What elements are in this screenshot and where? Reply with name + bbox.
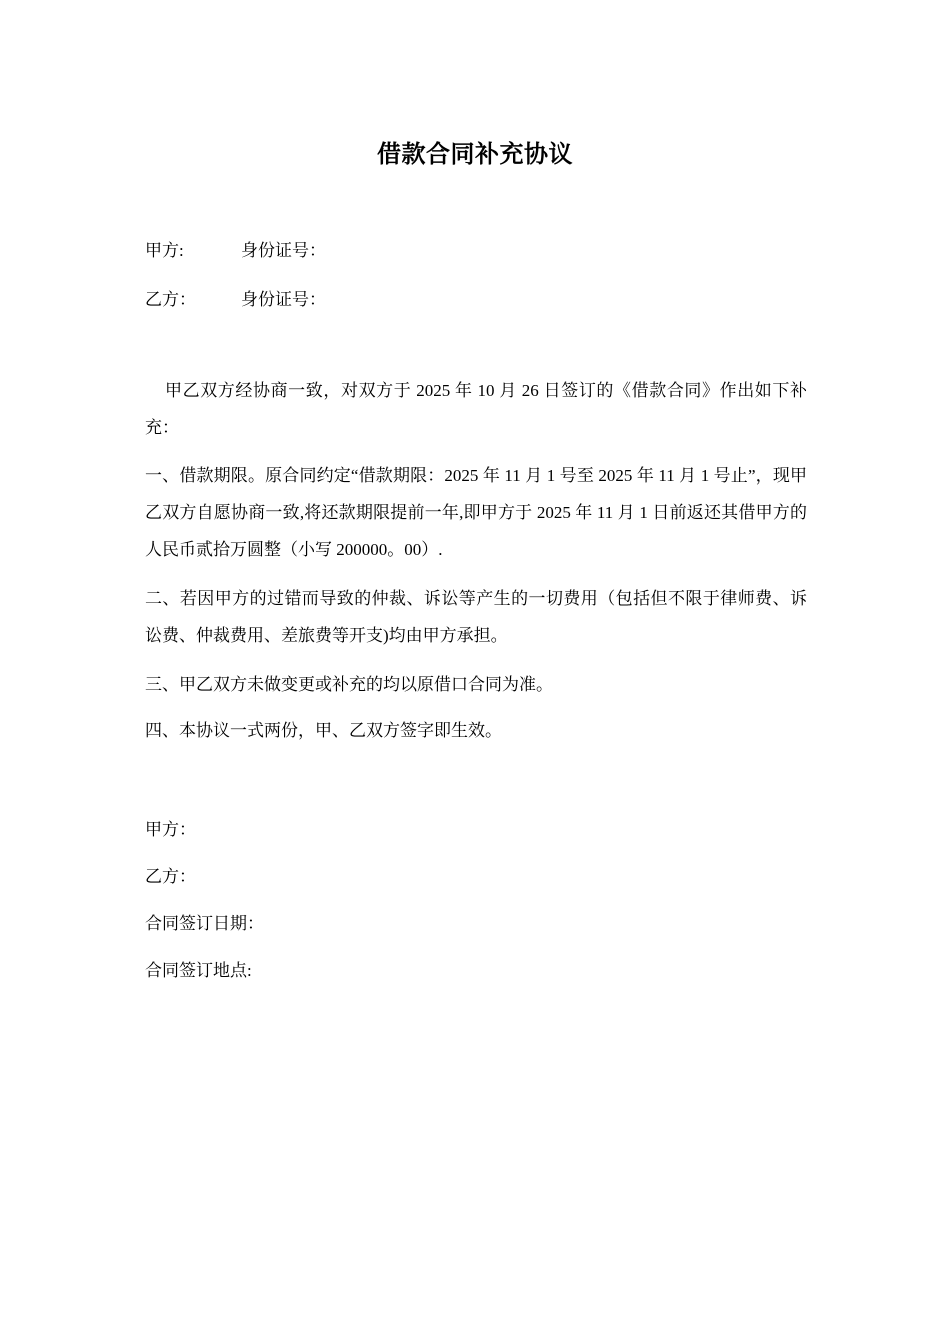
clause-1: 一、借款期限。原合同约定“借款期限：2025 年 11 月 1 号至 2025 年 11 月 1 号止”，现甲乙双方自愿协商一致,将还款期限提前一年,即甲方于 2025 年 11 月 1 日前返还其借甲方的人民币贰拾万圆整（小写 200000。00）. — [145, 466, 807, 559]
party-b-id-label: 身份证号： — [241, 290, 326, 309]
signature-party-b: 乙方： — [145, 867, 196, 886]
intro-paragraph: 甲乙双方经协商一致，对双方于 2025 年 10 月 26 日签订的《借款合同》作出如下补充： — [145, 381, 807, 437]
signature-place: 合同签订地点: — [145, 961, 252, 980]
document-title: 借款合同补充协议 — [377, 142, 573, 168]
signature-date: 合同签订日期： — [145, 914, 264, 933]
clause-4: 四、本协议一式两份，甲、乙双方签字即生效。 — [145, 721, 502, 740]
party-a-label: 甲方: — [145, 241, 184, 260]
party-a-id-label: 身份证号： — [241, 241, 326, 260]
clause-2: 二、若因甲方的过错而导致的仲裁、诉讼等产生的一切费用（包括但不限于律师费、诉讼费、仲裁费用、差旅费等开支)均由甲方承担。 — [145, 589, 807, 645]
clause-3: 三、甲乙双方未做变更或补充的均以原借口合同为准。 — [145, 675, 553, 694]
party-b-row — [145, 285, 326, 310]
party-a-row — [145, 236, 326, 261]
signature-party-a: 甲方： — [145, 820, 196, 839]
party-b-label: 乙方： — [145, 290, 196, 309]
